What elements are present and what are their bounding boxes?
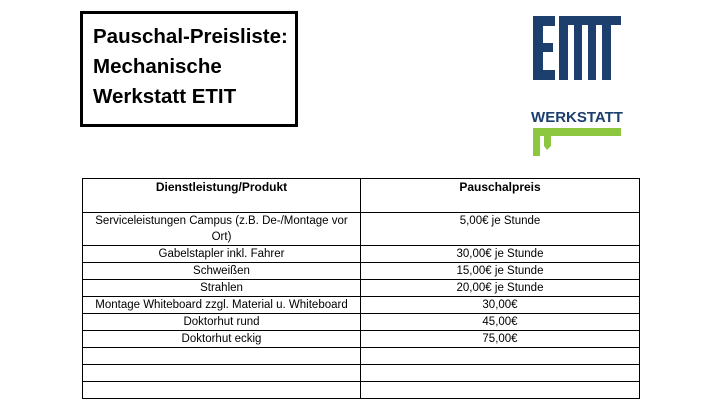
service-cell: [83, 348, 361, 365]
price-cell: 45,00€: [361, 314, 640, 331]
table-row: [83, 331, 640, 348]
logo-letters-tit: [559, 16, 621, 80]
table-row: [83, 314, 640, 331]
service-cell: Doktorhut eckig: [83, 331, 361, 348]
logo-caption: WERKSTATT: [531, 109, 623, 126]
price-cell: 20,00€ je Stunde: [361, 280, 640, 297]
table-row: [83, 297, 640, 314]
service-cell: Gabelstapler inkl. Fahrer: [83, 246, 361, 263]
service-cell: [83, 365, 361, 382]
table-row-empty: [83, 382, 640, 399]
header-service: Dienstleistung/Produkt: [83, 179, 361, 213]
table-row: [83, 213, 640, 246]
price-cell: [361, 382, 640, 399]
title-line-1: Pauschal-Preisliste:: [93, 25, 288, 48]
price-cell: 75,00€: [361, 331, 640, 348]
table-header-row: [83, 179, 640, 213]
logo-letter-e: [533, 16, 555, 80]
table-row: [83, 246, 640, 263]
service-cell: Strahlen: [83, 280, 361, 297]
service-cell: Serviceleistungen Campus (z.B. De-/Montage vor Ort): [83, 213, 361, 246]
logo-caliper: [533, 128, 621, 156]
table-row: [83, 280, 640, 297]
service-cell: Schweißen: [83, 263, 361, 280]
price-cell: 30,00€: [361, 297, 640, 314]
table-row: [83, 263, 640, 280]
table-row-empty: [83, 365, 640, 382]
service-cell: Doktorhut rund: [83, 314, 361, 331]
price-cell: 30,00€ je Stunde: [361, 246, 640, 263]
title-line-2: Mechanische: [93, 55, 222, 78]
price-cell: 5,00€ je Stunde: [361, 213, 640, 246]
etit-werkstatt-logo: [529, 14, 625, 156]
price-cell: [361, 365, 640, 382]
header-price: Pauschalpreis: [361, 179, 640, 213]
service-cell: [83, 382, 361, 399]
title-box: [80, 11, 298, 127]
title-line-3: Werkstatt ETIT: [93, 85, 237, 108]
price-cell: [361, 348, 640, 365]
price-table: [82, 178, 640, 399]
table-row-empty: [83, 348, 640, 365]
service-cell: Montage Whiteboard zzgl. Material u. Whiteboard: [83, 297, 361, 314]
price-cell: 15,00€ je Stunde: [361, 263, 640, 280]
